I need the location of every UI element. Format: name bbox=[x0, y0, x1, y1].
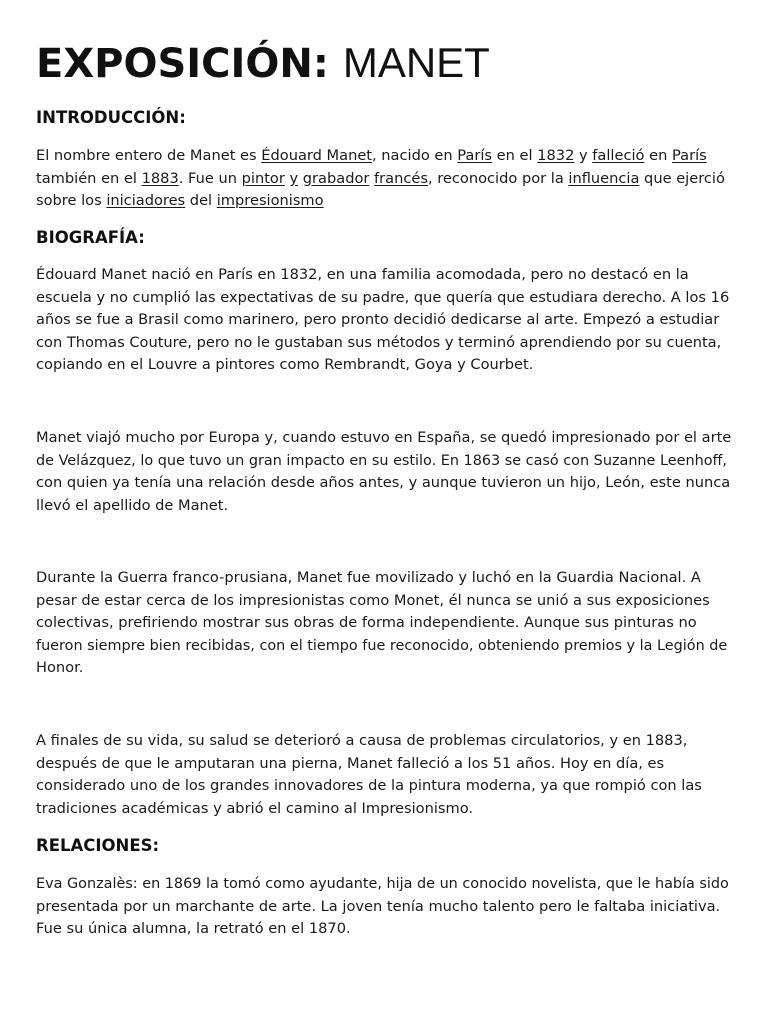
intro-heading: INTRODUCCIÓN: bbox=[36, 108, 186, 127]
text-line: años se fue a Brasil como marinero, pero pronto decidió dedicarse al arte. Empezó a estudiar bbox=[36, 311, 720, 328]
link-impresionismo[interactable]: impresionismo bbox=[216, 192, 324, 209]
text-line: después de que le amputaran una pierna, Manet falleció a los 51 años. Hoy en día, es bbox=[36, 754, 665, 772]
text-line: con Thomas Couture, pero no le gustaban sus métodos y terminó aprendiendo por su cuenta, bbox=[36, 333, 722, 351]
text-line: presentada por un marchante de arte. La joven tenía mucho talento pero le faltaba iniciativa. bbox=[36, 897, 721, 915]
text-line: pesar de estar cerca de los impresionistas como Monet, él nunca se unió a sus exposiciones bbox=[36, 591, 710, 609]
text-run: en bbox=[644, 147, 672, 164]
link-1832[interactable]: 1832 bbox=[537, 147, 575, 164]
biography-paragraph-3 bbox=[36, 567, 732, 680]
link-fallecio[interactable]: falleció bbox=[592, 147, 645, 164]
title-subject: MANET bbox=[342, 39, 490, 86]
text-line: de Velázquez, lo que tuvo un gran impacto en su estilo. En 1863 se casó con Suzanne Leenhoff, bbox=[36, 452, 727, 469]
biography-paragraph-4 bbox=[36, 730, 732, 820]
text-run: . Fue un bbox=[178, 169, 242, 187]
link-edouard-manet[interactable]: Édouard Manet bbox=[261, 147, 373, 164]
text-run: también en el bbox=[36, 169, 142, 187]
intro-line bbox=[36, 190, 732, 213]
text-line: llevó el apellido de Manet. bbox=[36, 496, 229, 514]
link-pintor[interactable]: pintor bbox=[241, 169, 285, 187]
text-run: y bbox=[574, 147, 593, 164]
text-line: colectivas, prefiriendo mostrar sus obras de forma independiente. Aunque sus pinturas no bbox=[36, 614, 697, 631]
text-line: Eva Gonzalès: en 1869 la tomó como ayudante, hija de un conocido novelista, que le había sido bbox=[36, 876, 729, 892]
link-frances[interactable]: francés bbox=[374, 169, 428, 187]
intro-line bbox=[36, 145, 732, 168]
text-line: copiando en el Louvre a pintores como Rembrandt, Goya y Courbet. bbox=[36, 356, 534, 373]
text-line: Fue su única alumna, la retrató en el 1870. bbox=[36, 920, 351, 937]
text-line: fueron siempre bien recibidas, con el tiempo fue reconocido, obteniendo premios y la Legión de bbox=[36, 637, 728, 654]
text-run: del bbox=[185, 192, 217, 209]
link-influencia[interactable]: influencia bbox=[568, 169, 640, 187]
text-run: , nacido en bbox=[372, 147, 458, 164]
text-line: Honor. bbox=[36, 659, 84, 676]
biography-paragraph-2 bbox=[36, 427, 732, 517]
text-line: tradiciones académicas y abrió el camino al Impresionismo. bbox=[36, 799, 474, 817]
text-run: El nombre entero de Manet es bbox=[36, 147, 262, 164]
relations-heading: RELACIONES: bbox=[36, 836, 160, 855]
link-grabador[interactable]: grabador bbox=[302, 169, 370, 187]
biography-paragraph-1 bbox=[36, 264, 732, 377]
text-line: escuela y no cumplió las expectativas de su padre, que quería que estudiara derecho. A los 16 bbox=[36, 288, 730, 306]
page-title bbox=[36, 38, 490, 89]
relations-paragraph-1 bbox=[36, 873, 732, 941]
link-paris-2[interactable]: París bbox=[671, 147, 707, 164]
text-line: considerado uno de los grandes innovadores de la pintura moderna, ya que rompió con las bbox=[36, 777, 702, 794]
text-line: Durante la Guerra franco-prusiana, Manet fue movilizado y luchó en la Guardia Nacional. A bbox=[36, 569, 701, 586]
link-y[interactable]: y bbox=[289, 169, 299, 187]
text-line: Manet viajó mucho por Europa y, cuando estuvo en España, se quedó impresionado por el arte bbox=[36, 429, 732, 446]
intro-line bbox=[36, 168, 732, 191]
biography-heading: BIOGRAFÍA: bbox=[36, 228, 145, 247]
text-line: con quien ya tenía una relación desde años antes, y aunque tuvieron un hijo, León, este nunca bbox=[36, 474, 731, 491]
link-1883[interactable]: 1883 bbox=[141, 169, 179, 187]
link-paris[interactable]: París bbox=[457, 147, 493, 164]
text-run: , reconocido por la bbox=[427, 169, 569, 187]
title-label: EXPOSICIÓN: bbox=[36, 41, 329, 87]
link-iniciadores[interactable]: iniciadores bbox=[106, 192, 186, 209]
intro-paragraph bbox=[36, 145, 732, 213]
text-run: sobre los bbox=[36, 192, 107, 209]
text-line: Édouard Manet nació en París en 1832, en una familia acomodada, pero no destacó en la bbox=[36, 266, 689, 283]
text-run: que ejerció bbox=[639, 169, 725, 187]
text-line: A finales de su vida, su salud se deterioró a causa de problemas circulatorios, y en 1883, bbox=[36, 732, 688, 749]
text-run: en el bbox=[492, 147, 538, 164]
